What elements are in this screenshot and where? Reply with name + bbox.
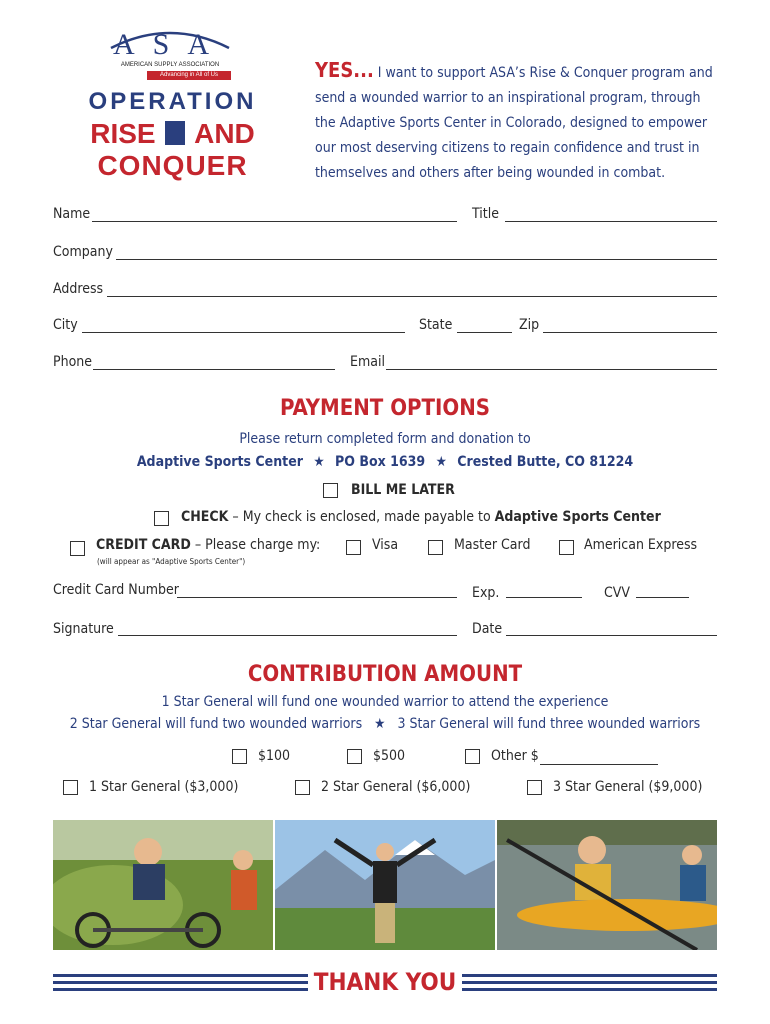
- state-field[interactable]: [457, 332, 512, 333]
- exp-field[interactable]: [506, 597, 582, 598]
- date-label: Date: [472, 621, 503, 637]
- star-icon: ★: [374, 716, 386, 732]
- address-field[interactable]: [107, 296, 717, 297]
- credit-note: (will appear as "Adaptive Sports Center"): [97, 557, 246, 566]
- intro-text: I want to support ASA’s Rise & Conquer program and send a wounded warrior to an inspirational program, through the Adaptive Sports Center in Colorado, designed to empower our most deserving citizens to regain confidence and trust in themselves and others after being wounded in combat.: [315, 65, 713, 181]
- company-label: Company: [53, 244, 113, 260]
- star2-label: 2 Star General ($6,000): [321, 779, 471, 795]
- asa-name: AMERICAN SUPPLY ASSOCIATION: [120, 62, 220, 68]
- amount-other-label: Other $: [491, 748, 539, 764]
- mailing-org: Adaptive Sports Center: [136, 454, 303, 470]
- mailing-city: Crested Butte, CO 81224: [457, 454, 634, 470]
- cc-number-label: Credit Card Number: [53, 582, 179, 598]
- amex-label: American Express: [584, 537, 698, 553]
- photo-handcycle: [53, 820, 273, 950]
- cvv-label: CVV: [604, 585, 631, 601]
- star1-checkbox[interactable]: [63, 780, 78, 795]
- payment-heading: PAYMENT OPTIONS: [279, 396, 491, 421]
- check-title: CHECK: [181, 509, 229, 525]
- return-text: Please return completed form and donation to: [239, 431, 531, 447]
- asa-logo: [105, 22, 235, 82]
- mailing-address: [0, 454, 770, 470]
- star3-label: 3 Star General ($9,000): [553, 779, 703, 795]
- visa-checkbox[interactable]: [346, 540, 361, 555]
- amex-checkbox[interactable]: [559, 540, 574, 555]
- amount-500-label: $500: [373, 748, 406, 764]
- amount-other-field[interactable]: [540, 764, 658, 765]
- logo-operation: OPERATION: [88, 88, 257, 115]
- state-label: State: [419, 317, 453, 333]
- intro-yes: YES...: [315, 58, 374, 82]
- bill-later-checkbox[interactable]: [323, 483, 338, 498]
- asa-letters: ASA: [112, 28, 227, 61]
- company-field[interactable]: [116, 259, 717, 260]
- thank-you: THANK YOU: [313, 968, 457, 996]
- asa-tagline: Advancing in All of Us: [147, 71, 231, 80]
- cc-number-field[interactable]: [177, 597, 457, 598]
- address-label: Address: [53, 281, 104, 297]
- mastercard-label: Master Card: [454, 537, 531, 553]
- credit-text: – Please charge my:: [190, 537, 321, 553]
- amount-100-label: $100: [258, 748, 291, 764]
- contribution-line2: [0, 716, 770, 732]
- credit-title: CREDIT CARD: [96, 537, 191, 553]
- mailing-pobox: PO Box 1639: [335, 454, 426, 470]
- name-field[interactable]: [92, 221, 457, 222]
- bill-later-label: BILL ME LATER: [351, 482, 455, 498]
- phone-field[interactable]: [93, 369, 335, 370]
- check-label: [181, 509, 661, 525]
- footer-stripe-right-1: [462, 974, 717, 977]
- date-field[interactable]: [506, 635, 717, 636]
- logo-and: AND: [194, 118, 255, 149]
- logo-emblem-icon: [165, 121, 185, 145]
- credit-card-label: [96, 537, 320, 553]
- zip-field[interactable]: [543, 332, 717, 333]
- title-label: Title: [472, 206, 499, 222]
- signature-field[interactable]: [118, 635, 457, 636]
- star-icon: ★: [313, 454, 325, 470]
- star1-label: 1 Star General ($3,000): [89, 779, 239, 795]
- footer-stripe-right-3: [462, 988, 717, 991]
- exp-label: Exp.: [472, 585, 500, 601]
- photo-mountain: [275, 820, 495, 950]
- contribution-line1: 1 Star General will fund one wounded warrior to attend the experience: [161, 694, 609, 710]
- zip-label: Zip: [519, 317, 540, 333]
- city-label: City: [53, 317, 78, 333]
- footer-stripe-right-2: [462, 981, 717, 984]
- logo-rise: RISE: [90, 118, 156, 149]
- email-label: Email: [350, 354, 385, 370]
- city-field[interactable]: [82, 332, 405, 333]
- logo-conquer: CONQUER: [97, 150, 248, 181]
- visa-label: Visa: [372, 537, 399, 553]
- title-field[interactable]: [505, 221, 717, 222]
- photo-kayak: [497, 820, 717, 950]
- contribution-line2a: 2 Star General will fund two wounded warriors: [69, 716, 363, 732]
- intro-paragraph: [315, 58, 725, 186]
- amount-100-checkbox[interactable]: [232, 749, 247, 764]
- name-label: Name: [53, 206, 91, 222]
- contribution-line2b: 3 Star General will fund three wounded warriors: [397, 716, 701, 732]
- check-payee: Adaptive Sports Center: [494, 509, 661, 525]
- contribution-heading: CONTRIBUTION AMOUNT: [247, 662, 523, 687]
- check-checkbox[interactable]: [154, 511, 169, 526]
- phone-label: Phone: [53, 354, 93, 370]
- amount-500-checkbox[interactable]: [347, 749, 362, 764]
- email-field[interactable]: [386, 369, 717, 370]
- mastercard-checkbox[interactable]: [428, 540, 443, 555]
- signature-label: Signature: [53, 621, 114, 637]
- check-text: – My check is enclosed, made payable to: [228, 509, 495, 525]
- star2-checkbox[interactable]: [295, 780, 310, 795]
- credit-card-checkbox[interactable]: [70, 541, 85, 556]
- star-icon: ★: [435, 454, 447, 470]
- program-logo: [70, 88, 275, 183]
- star3-checkbox[interactable]: [527, 780, 542, 795]
- cvv-field[interactable]: [636, 597, 689, 598]
- amount-other-checkbox[interactable]: [465, 749, 480, 764]
